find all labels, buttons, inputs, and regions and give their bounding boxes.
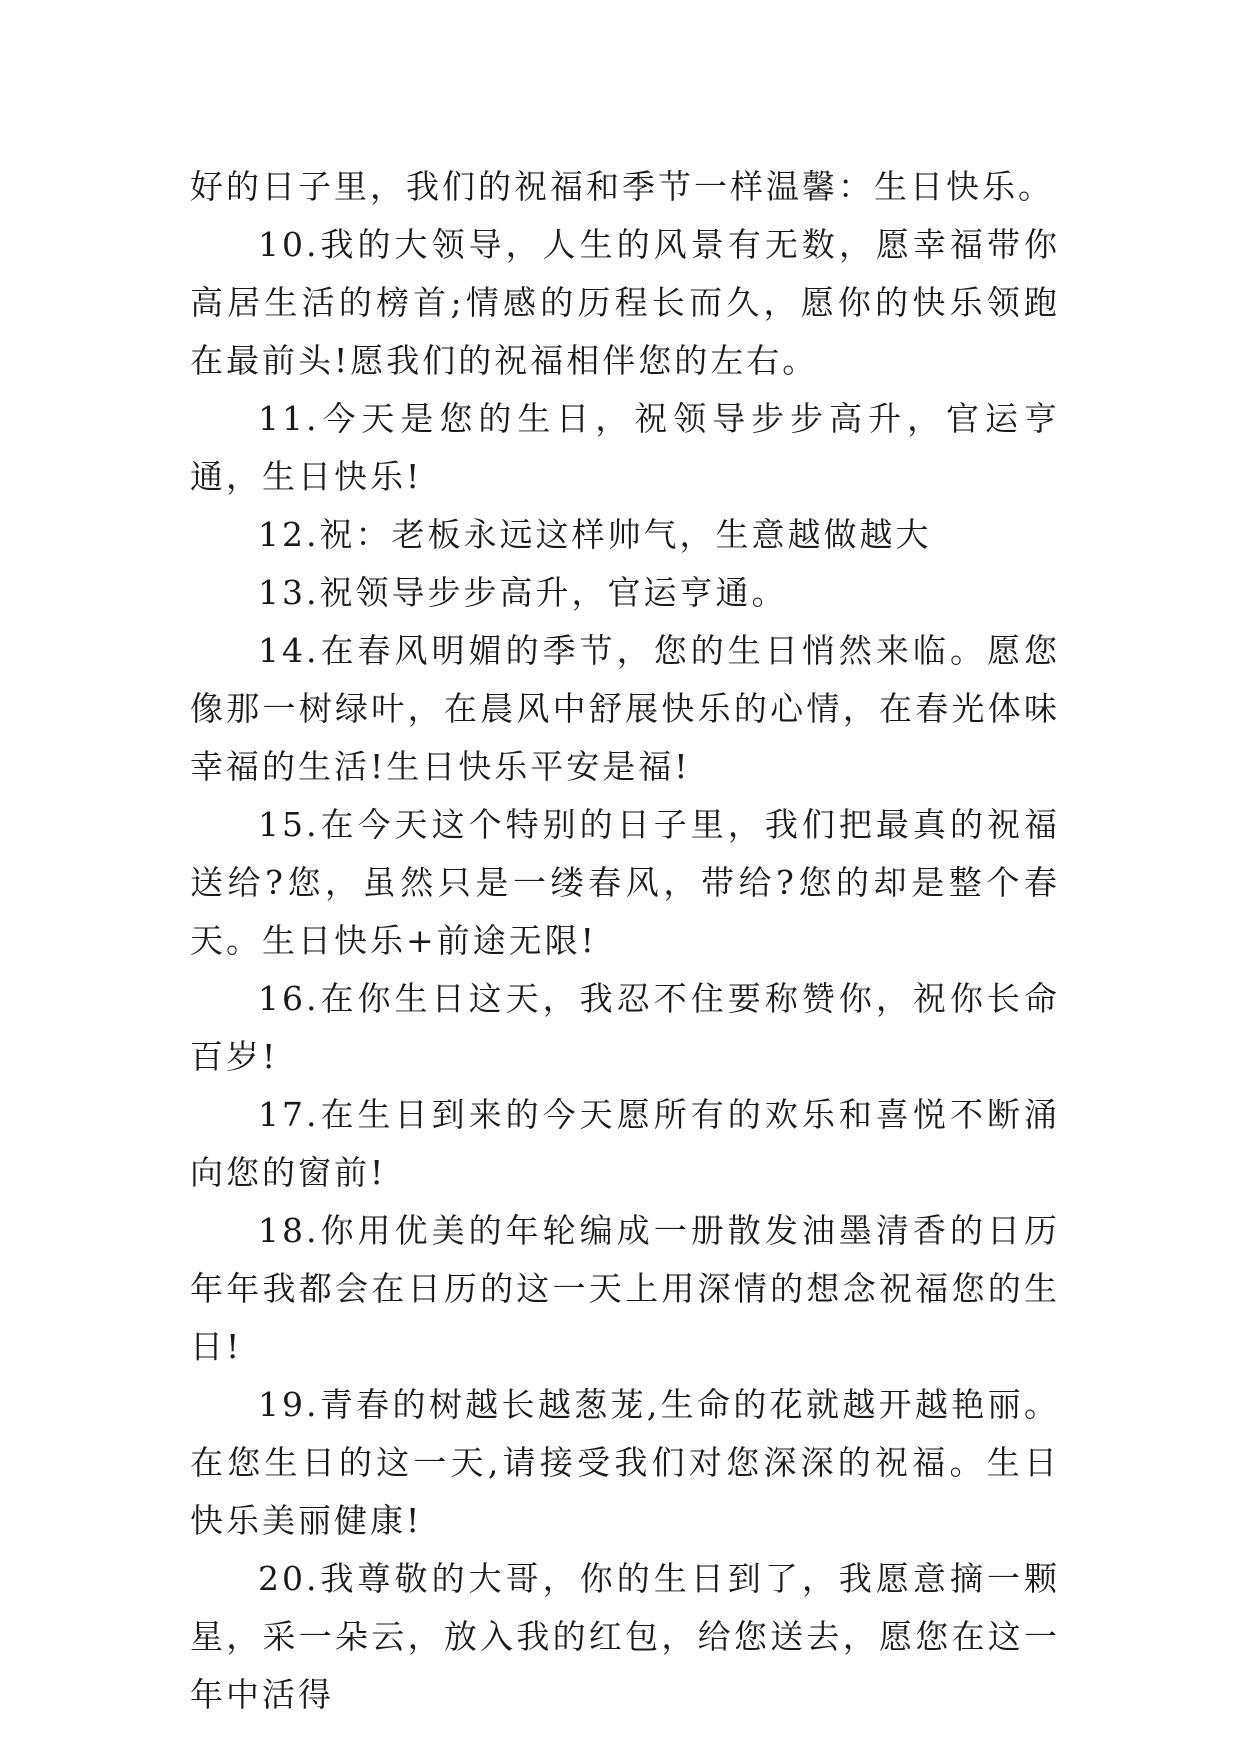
- document-body: [190, 158, 1060, 1724]
- paragraph-item-18: 18.你用优美的年轮编成一册散发油墨清香的日历年年我都会在日历的这一天上用深情的想念祝福您的生日!: [190, 1211, 1060, 1366]
- paragraph-item-12: 12.祝：老板永远这样帅气，生意越做越大: [258, 515, 932, 554]
- paragraph-item-17: 17.在生日到来的今天愿所有的欢乐和喜悦不断涌向您的窗前!: [190, 1095, 1060, 1192]
- paragraph-item-15: 15.在今天这个特别的日子里，我们把最真的祝福送给?您，虽然只是一缕春风，带给?您的却是整个春天。生日快乐+前途无限!: [190, 805, 1060, 960]
- paragraph-continuation: 好的日子里，我们的祝福和季节一样温馨：生日快乐。: [190, 167, 1054, 206]
- paragraph-item-20: 20.我尊敬的大哥，你的生日到了，我愿意摘一颗星，采一朵云，放入我的红包，给您送去，愿您在这一年中活得: [190, 1559, 1060, 1714]
- paragraph-item-13: 13.祝领导步步高升，官运亨通。: [258, 573, 788, 612]
- paragraph-item-16: 16.在你生日这天，我忍不住要称赞你，祝你长命百岁!: [190, 979, 1060, 1076]
- paragraph-item-19: 19.青春的树越长越葱茏,生命的花就越开越艳丽。在您生日的这一天,请接受我们对您深深的祝福。生日快乐美丽健康!: [190, 1385, 1060, 1540]
- paragraph-item-10: 10.我的大领导，人生的风景有无数，愿幸福带你高居生活的榜首;情感的历程长而久，愿你的快乐领跑在最前头!愿我们的祝福相伴您的左右。: [190, 225, 1060, 380]
- paragraph-item-11: 11.今天是您的生日，祝领导步步高升，官运亨通，生日快乐!: [190, 399, 1060, 496]
- paragraph-item-14: 14.在春风明媚的季节，您的生日悄然来临。愿您像那一树绿叶，在晨风中舒展快乐的心情，在春光体味幸福的生活!生日快乐平安是福!: [190, 631, 1060, 786]
